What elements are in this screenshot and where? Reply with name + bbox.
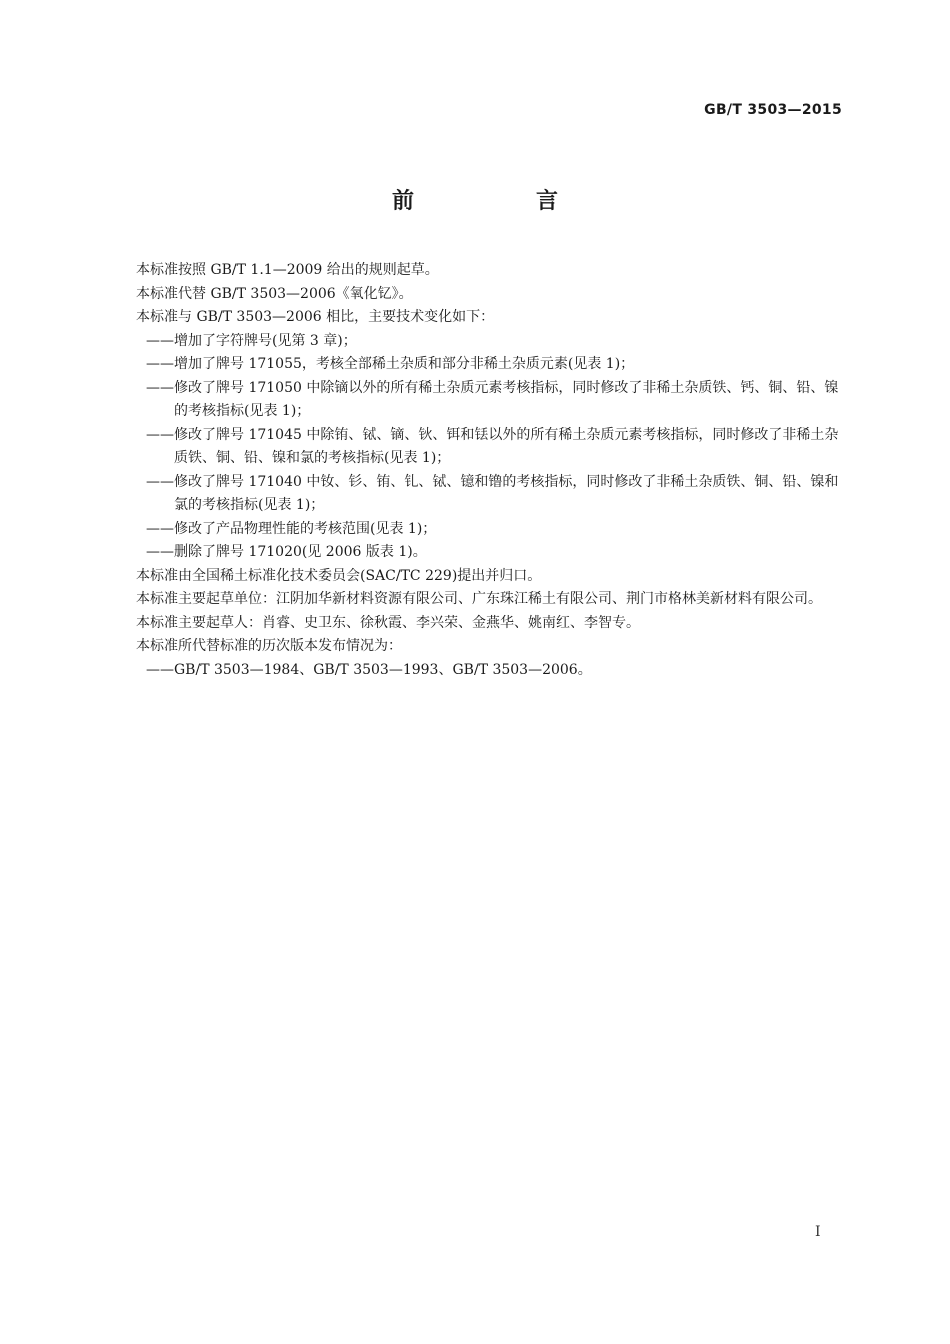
page-number: I [815, 1224, 821, 1240]
change-item: ——增加了牌号 171055，考核全部稀土杂质和部分非稀土杂质元素(见表 1)； [146, 356, 635, 372]
change-item: ——修改了牌号 171050 中除镝以外的所有稀土杂质元素考核指标，同时修改了非稀土杂质铁、钙、铜、铅、镍的考核指标(见表 1)； [146, 379, 839, 419]
paragraph-replaces: 本标准代替 GB/T 3503—2006《氧化钇》。 [136, 285, 413, 302]
paragraph-history-intro: 本标准所代替标准的历次版本发布情况为： [136, 638, 402, 654]
change-item: ——修改了牌号 171040 中钕、钐、铕、钆、铽、镱和镥的考核指标，同时修改了非稀土杂质铁、铜、铅、镍和氯的考核指标(见表 1)； [146, 473, 839, 513]
paragraph-proposer: 本标准由全国稀土标准化技术委员会(SAC/TC 229)提出并归口。 [136, 567, 542, 584]
paragraph-drafters: 本标准主要起草人：肖睿、史卫东、徐秋霞、李兴荣、金燕华、姚南红、李智专。 [136, 614, 640, 631]
paragraph-changes-intro: 本标准与 GB/T 3503—2006 相比，主要技术变化如下： [136, 309, 495, 325]
history-item: ——GB/T 3503—1984、GB/T 3503—1993、GB/T 3503—2006。 [146, 661, 592, 678]
foreword-body [108, 259, 844, 682]
change-item: ——修改了牌号 171045 中除铕、铽、镝、钬、铒和铥以外的所有稀土杂质元素考核指标，同时修改了非稀土杂质铁、铜、铅、镍和氯的考核指标(见表 1)； [146, 426, 839, 466]
change-item: ——修改了产品物理性能的考核范围(见表 1)； [146, 520, 437, 537]
change-item: ——增加了字符牌号(见第 3 章)； [146, 332, 357, 349]
standard-code: GB/T 3503—2015 [704, 102, 842, 118]
paragraph-drafting-rules: 本标准按照 GB/T 1.1—2009 给出的规则起草。 [136, 262, 439, 278]
paragraph-drafting-units: 本标准主要起草单位：江阴加华新材料资源有限公司、广东珠江稀土有限公司、荆门市格林美新材料有限公司。 [136, 591, 822, 607]
change-item: ——删除了牌号 171020(见 2006 版表 1)。 [146, 544, 427, 560]
page-title: 前 言 [391, 189, 608, 214]
